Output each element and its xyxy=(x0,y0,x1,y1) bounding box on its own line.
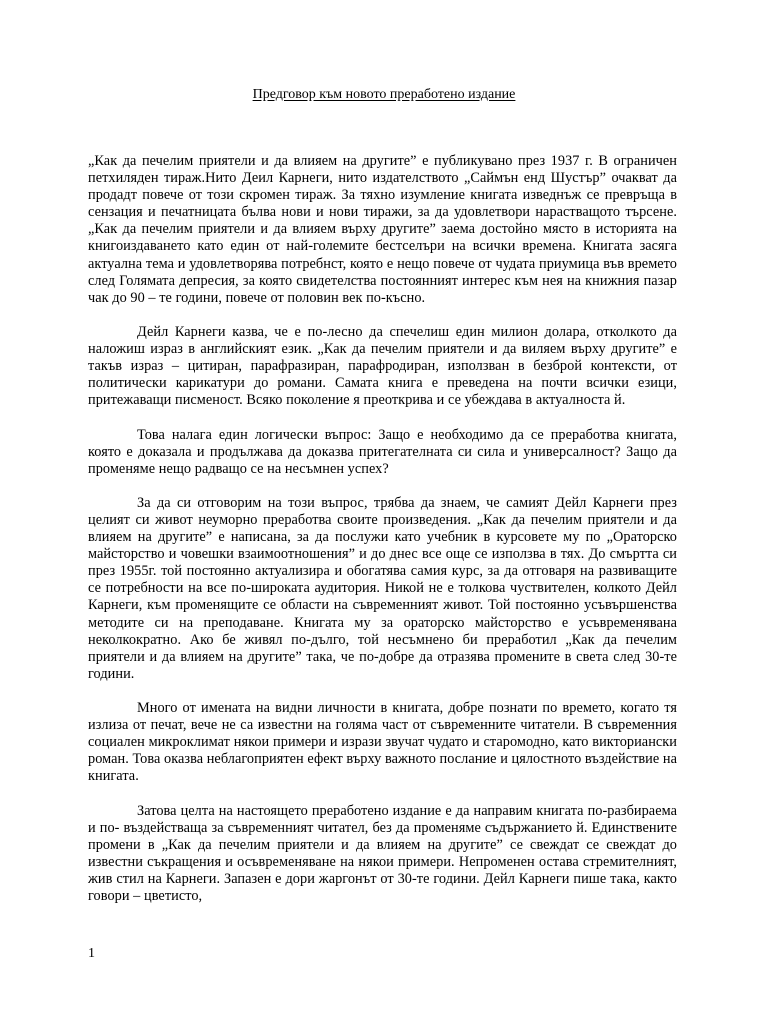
paragraph-1: „Как да печелим приятели и да влияем на другите” е публикувано през 1937 г. В ограничен петхиляден тираж.Нито Деил Карнеги, нито издателството „Саймън енд Шустър” очакват да продадт повече от този скромен тираж. За тяхно изумление книгата изведнъж се превръща в сензация и печатницата бълва нови и нови тиражи, за да удовлетвори нарастващото търсене. „Как да печелим приятели и да влияем върху другите” заема достойно място в историята на книгоиздаването като един от най-големите бестселъри на всички времена. Книгата засяга актуална тема и удовлетворява потребнст, която е нещо повече от чудата приумица във времето след Голямата депресия, за която свидетелства постоянният интерес към нея на книжния пазар чак до 90 – те години, повече от половин век по-късно. xyxy=(88,153,677,306)
body-text xyxy=(88,153,677,922)
paragraph-3: Това налага един логически въпрос: Защо е необходимо да се преработва книгата, която е доказала и продължава да доказва притегателната си сила и универсалност? Защо да променяме нещо радващо се на несъмнен успех? xyxy=(88,426,677,477)
paragraph-2: Дейл Карнеги казва, че е по-лесно да спечелиш един милион долара, отколкото да наложиш израз в английският език. „Как да печелим приятели и да виляем върху другите” е такъв израз – цитиран, парафразиран, парафродиран, използван в безброй контексти, от политически карикатури до романи. Самата книга е преведена на почти всички езици, притежаващи писменост. Всяко поколение я преоткрива и се убеждава в актуалноста й. xyxy=(88,323,677,409)
page-number: 1 xyxy=(88,946,95,961)
paragraph-6: Затова целта на настоящето преработено издание е да направим книгата по-разбираема и по- въздействаща за съвременният читател, без да променяме съдържанието й. Единствените промени в „Как да печелим приятели и да влияем на другите” се свеждат се свеждат до известни съкращения и осъвременяване на някои примери. Непроменен остава стремителният, жив стил на Карнеги. Запазен е дори жаргонът от 30-те години. Дейл Карнеги пише така, както говори – цветисто, xyxy=(88,802,677,905)
page-title: Предговор към новото преработено издание xyxy=(252,87,516,102)
paragraph-4: За да си отговорим на този въпрос, трябва да знаем, че самият Дейл Карнеги през целият си живот неуморно преработва своите произведения. „Как да печелим приятели и да влияем на другите” е написана, за да послужи като учебник в курсовете му по „Ораторско майсторство и човешки взаимоотношения” и до днес все още се използва в тях. До смъртта си през 1955г. той постоянно актуализира и обогатява самия курс, за да отговаря на развиващите се потребности на все по-широката аудитория. Никой не е толкова чуствителен, колкото Дейл Карнеги, към променящите се области на съвременният живот. Той постоянно усъвършенства методите си на преподаване. Книгата му за ораторско майсторство е усъвременявана неколкократно. Ако бе живял по-дълго, той несъмнено би преработил „Как да печелим приятели и да влияем на другите” така, че по-добре да отразява промените в света след 30-те години. xyxy=(88,494,677,682)
paragraph-5: Много от имената на видни личности в книгата, добре познати по времето, когато тя излиза от печат, вече не са известни на голяма част от съвременните читатели. В съвременния социален микроклимат някои примери и изрази звучат чудато и старомодно, като викториански роман. Това оказва неблагоприятен ефект върху важното послание и цялостното въздействие на книгата. xyxy=(88,700,677,785)
